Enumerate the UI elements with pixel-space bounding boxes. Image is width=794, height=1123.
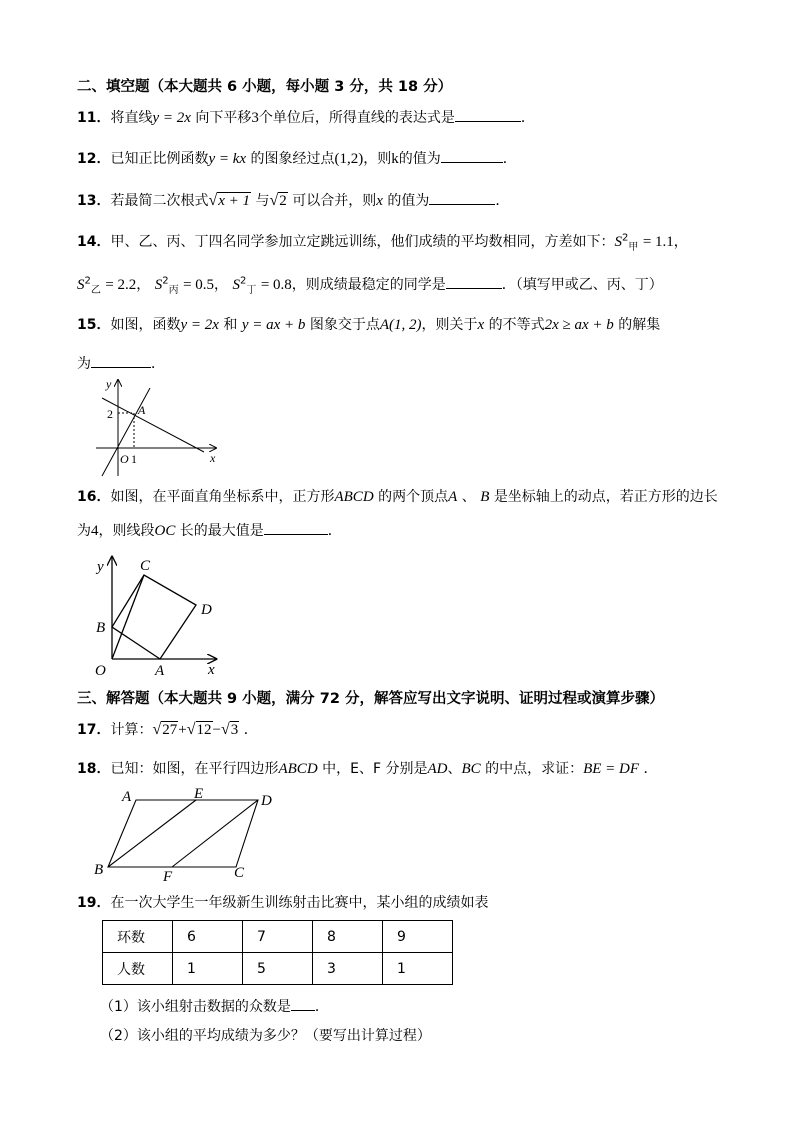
- q15-point: A(1, 2): [379, 317, 422, 333]
- q11-text-2: 向下平移: [195, 110, 252, 126]
- q13-x: x: [376, 193, 383, 209]
- radical-sign-icon: √: [152, 721, 162, 738]
- vertex-a-label: A: [155, 663, 165, 679]
- tick-label-2: 2: [107, 407, 113, 421]
- question-number: 12．: [77, 151, 111, 167]
- variance-exponent: 2: [621, 232, 629, 244]
- variance-exponent: 2: [162, 275, 169, 287]
- question-number: 13．: [77, 193, 111, 209]
- question-18: [77, 759, 658, 779]
- question-number: 19．: [77, 895, 111, 911]
- variance-yi: = 2.2: [105, 277, 137, 293]
- q15-text-5: 的不等式: [488, 317, 545, 333]
- point-a-label: A: [138, 403, 146, 417]
- answer-blank[interactable]: [429, 190, 495, 205]
- table-cell: 9: [383, 921, 453, 953]
- q17-text-1: 计算：: [110, 722, 153, 738]
- separator: 、: [461, 489, 476, 505]
- q18-bc: BC: [461, 761, 481, 777]
- q19-text-1: 在一次大学生一年级新生训练射击比赛中，某小组的成绩如表: [110, 895, 489, 911]
- table-row: [103, 953, 453, 985]
- segment-df: [172, 800, 258, 867]
- answer-blank[interactable]: [455, 107, 521, 122]
- question-19-part-1: [100, 996, 329, 1017]
- q12-text-2: 的图象经过点: [250, 151, 335, 167]
- question-15-line-1: [77, 315, 660, 335]
- q17-radicand-3: 3: [230, 722, 239, 738]
- q15-function-2: y = ax + b: [241, 317, 306, 333]
- q13-text-2: 与: [255, 193, 270, 209]
- vertex-d-label: D: [201, 602, 212, 618]
- q11-text-3: 个单位后，所得直线的表达式是: [258, 110, 455, 126]
- segment-be: [108, 800, 196, 867]
- q12-end: ．: [502, 151, 517, 167]
- line-y-ax-b: [102, 398, 204, 452]
- q18-parallelogram: ABCD: [278, 761, 318, 777]
- question-number: 18．: [77, 761, 111, 777]
- q16-text-6: 长的最大值是: [179, 523, 264, 539]
- vertex-a-label: A: [122, 789, 132, 805]
- table-cell: 3: [313, 953, 383, 985]
- q11-number: 3: [251, 110, 259, 126]
- q12-expression: y = kx: [208, 151, 247, 167]
- q17-radicand-12: 12: [196, 722, 212, 738]
- q16-a: A: [448, 489, 458, 505]
- q13-text-4: 的值为: [387, 193, 430, 209]
- q15-text-7: 为: [77, 356, 91, 372]
- q12-k: k: [391, 151, 399, 167]
- question-14-line-2: [77, 274, 663, 295]
- q16-oc: OC: [154, 523, 176, 539]
- q16-text-5: ，则线段: [98, 523, 155, 539]
- q16-square: ABCD: [334, 489, 374, 505]
- q17-end: ．: [243, 722, 258, 738]
- question-17: [77, 720, 258, 740]
- comma: ，: [214, 277, 229, 293]
- minus-sign: −: [212, 722, 221, 738]
- q14-text-2: ，则成绩最稳定的同学是: [291, 277, 446, 293]
- q15-text-3: 图象交于点: [309, 317, 380, 333]
- variance-symbol: S: [154, 277, 163, 293]
- q13-text-3: 可以合并，则: [292, 193, 377, 209]
- variance-subscript-jia: 甲: [628, 241, 639, 253]
- figure-15-graph: [92, 372, 222, 482]
- vertex-c-label: C: [234, 865, 245, 881]
- question-15-line-2: [77, 353, 165, 374]
- q18-text-2: 中，E、F 分别是: [322, 761, 428, 777]
- variance-subscript-bing: 丙: [168, 284, 179, 296]
- q13-radicand-1: x + 1: [218, 193, 251, 209]
- q13-radicand-2: 2: [279, 193, 287, 209]
- separator: 、: [447, 761, 462, 777]
- section-title-solutions: 三、解答题（本大题共 9 小题，满分 72 分，解答应写出文字说明、证明过程或演算步骤）: [77, 691, 664, 707]
- answer-blank[interactable]: [441, 148, 503, 163]
- q15-text-4: ，则关于: [421, 317, 478, 333]
- question-16-line-1: [77, 487, 718, 507]
- q12-text-1: 已知正比例函数: [110, 151, 209, 167]
- q12-text-4: 的值为: [398, 151, 441, 167]
- vertex-c-label: C: [140, 558, 151, 574]
- question-16-line-2: [77, 520, 342, 541]
- variance-symbol: S: [614, 234, 622, 250]
- tick-label-1: 1: [131, 452, 137, 466]
- q18-ad: AD: [427, 761, 448, 777]
- comma: ，: [136, 277, 151, 293]
- answer-blank[interactable]: [291, 996, 315, 1011]
- variance-symbol: S: [77, 277, 85, 293]
- variance-exponent: 2: [84, 275, 91, 287]
- variance-bing: = 0.5: [183, 277, 215, 293]
- figure-16-square: [88, 553, 228, 681]
- q16-text-4: 为: [77, 523, 91, 539]
- q14-text-1: 甲、乙、丙、丁四名同学参加立定跳远训练，他们成绩的平均数相同，方差如下：: [110, 234, 615, 250]
- table-cell: 8: [313, 921, 383, 953]
- question-13: [77, 190, 509, 211]
- variance-subscript-ding: 丁: [246, 284, 257, 296]
- table-cell: 环数: [103, 921, 173, 953]
- question-12: [77, 148, 517, 169]
- q11-text-1: 将直线: [110, 110, 153, 126]
- q15-text-1: 如图，函数: [110, 317, 181, 333]
- q15-function-1: y = 2x: [180, 317, 219, 333]
- table-cell: 1: [173, 953, 243, 985]
- q15-text-2: 和: [223, 317, 238, 333]
- q16-text-2: 的两个顶点: [378, 489, 449, 505]
- answer-blank[interactable]: [264, 520, 328, 535]
- q18-equation: BE = DF: [583, 761, 640, 777]
- radical-sign-icon: √: [208, 192, 218, 209]
- q11-end: ．: [520, 110, 535, 126]
- q18-end: ．: [643, 761, 658, 777]
- question-19: [77, 893, 488, 913]
- q16-text-3: 是坐标轴上的动点，若正方形的边长: [493, 489, 718, 505]
- q15-text-6: 的解集: [618, 317, 661, 333]
- point-f-label: F: [163, 869, 173, 883]
- point-e-label: E: [194, 786, 204, 802]
- q13-text-1: 若最简二次根式: [110, 193, 209, 209]
- question-number: 16．: [77, 489, 111, 505]
- q16-end: ．: [327, 523, 342, 539]
- question-number: 11．: [77, 110, 111, 126]
- score-table: [102, 920, 453, 985]
- q12-text-3: ，则: [363, 151, 392, 167]
- x-axis-label: x: [208, 662, 215, 678]
- square-abcd: [112, 575, 196, 659]
- variance-ding: = 0.8: [260, 277, 292, 293]
- vertex-b-label: B: [94, 862, 104, 878]
- q19-part-1-text: （1）该小组射击数据的众数是: [100, 999, 291, 1015]
- vertex-d-label: D: [261, 793, 272, 809]
- q13-end: ．: [495, 193, 510, 209]
- q12-point: (1,2): [334, 151, 364, 167]
- q16-text-1: 如图，在平面直角坐标系中，正方形: [110, 489, 335, 505]
- question-19-part-2: （2）该小组的平均成绩为多少？（要写出计算过程）: [100, 1028, 431, 1044]
- vertex-b-label: B: [96, 620, 106, 636]
- question-number: 15．: [77, 317, 111, 333]
- y-axis-label: y: [97, 559, 104, 575]
- table-cell: 6: [173, 921, 243, 953]
- variance-subscript-yi: 乙: [90, 284, 101, 296]
- q18-text-3: 的中点，求证：: [485, 761, 584, 777]
- variance-symbol: S: [232, 277, 240, 293]
- plus-sign: +: [178, 722, 187, 738]
- table-cell: 人数: [103, 953, 173, 985]
- question-number: 14．: [77, 234, 111, 250]
- question-number: 17．: [77, 722, 111, 738]
- table-cell: 7: [243, 921, 313, 953]
- answer-blank[interactable]: [446, 274, 502, 289]
- q19-part-1-end: ．: [314, 999, 329, 1015]
- radical-sign-icon: √: [186, 721, 196, 738]
- q16-b: B: [480, 489, 490, 505]
- question-14-line-1: [77, 232, 688, 252]
- y-axis-label: y: [106, 377, 112, 391]
- q17-radicand-27: 27: [162, 722, 178, 738]
- table-cell: 1: [383, 953, 453, 985]
- figure-18-parallelogram: [90, 783, 290, 883]
- comma: ，: [673, 234, 688, 250]
- q15-x: x: [477, 317, 485, 333]
- section-title-fill-in: 二、填空题（本大题共 6 小题，每小题 3 分，共 18 分）: [77, 79, 453, 95]
- x-axis-label: x: [210, 451, 216, 465]
- origin-label: O: [120, 452, 129, 466]
- table-row: [103, 921, 453, 953]
- q15-end: ．: [151, 356, 165, 372]
- origin-label: O: [95, 663, 106, 679]
- q18-text-1: 已知：如图，在平行四边形: [110, 761, 279, 777]
- variance-jia: = 1.1: [642, 234, 674, 250]
- radical-sign-icon: √: [220, 721, 230, 738]
- q14-text-3: ．（填写甲或乙、丙、丁）: [501, 277, 663, 293]
- answer-blank[interactable]: [91, 353, 151, 368]
- segment-oc: [112, 575, 144, 659]
- variance-exponent: 2: [240, 275, 247, 287]
- q15-inequality: 2x ≥ ax + b: [544, 317, 614, 333]
- q11-expression: y = 2x: [152, 110, 191, 126]
- q16-four: 4: [91, 523, 99, 539]
- radical-sign-icon: √: [269, 192, 279, 209]
- table-cell: 5: [243, 953, 313, 985]
- question-11: [77, 107, 535, 128]
